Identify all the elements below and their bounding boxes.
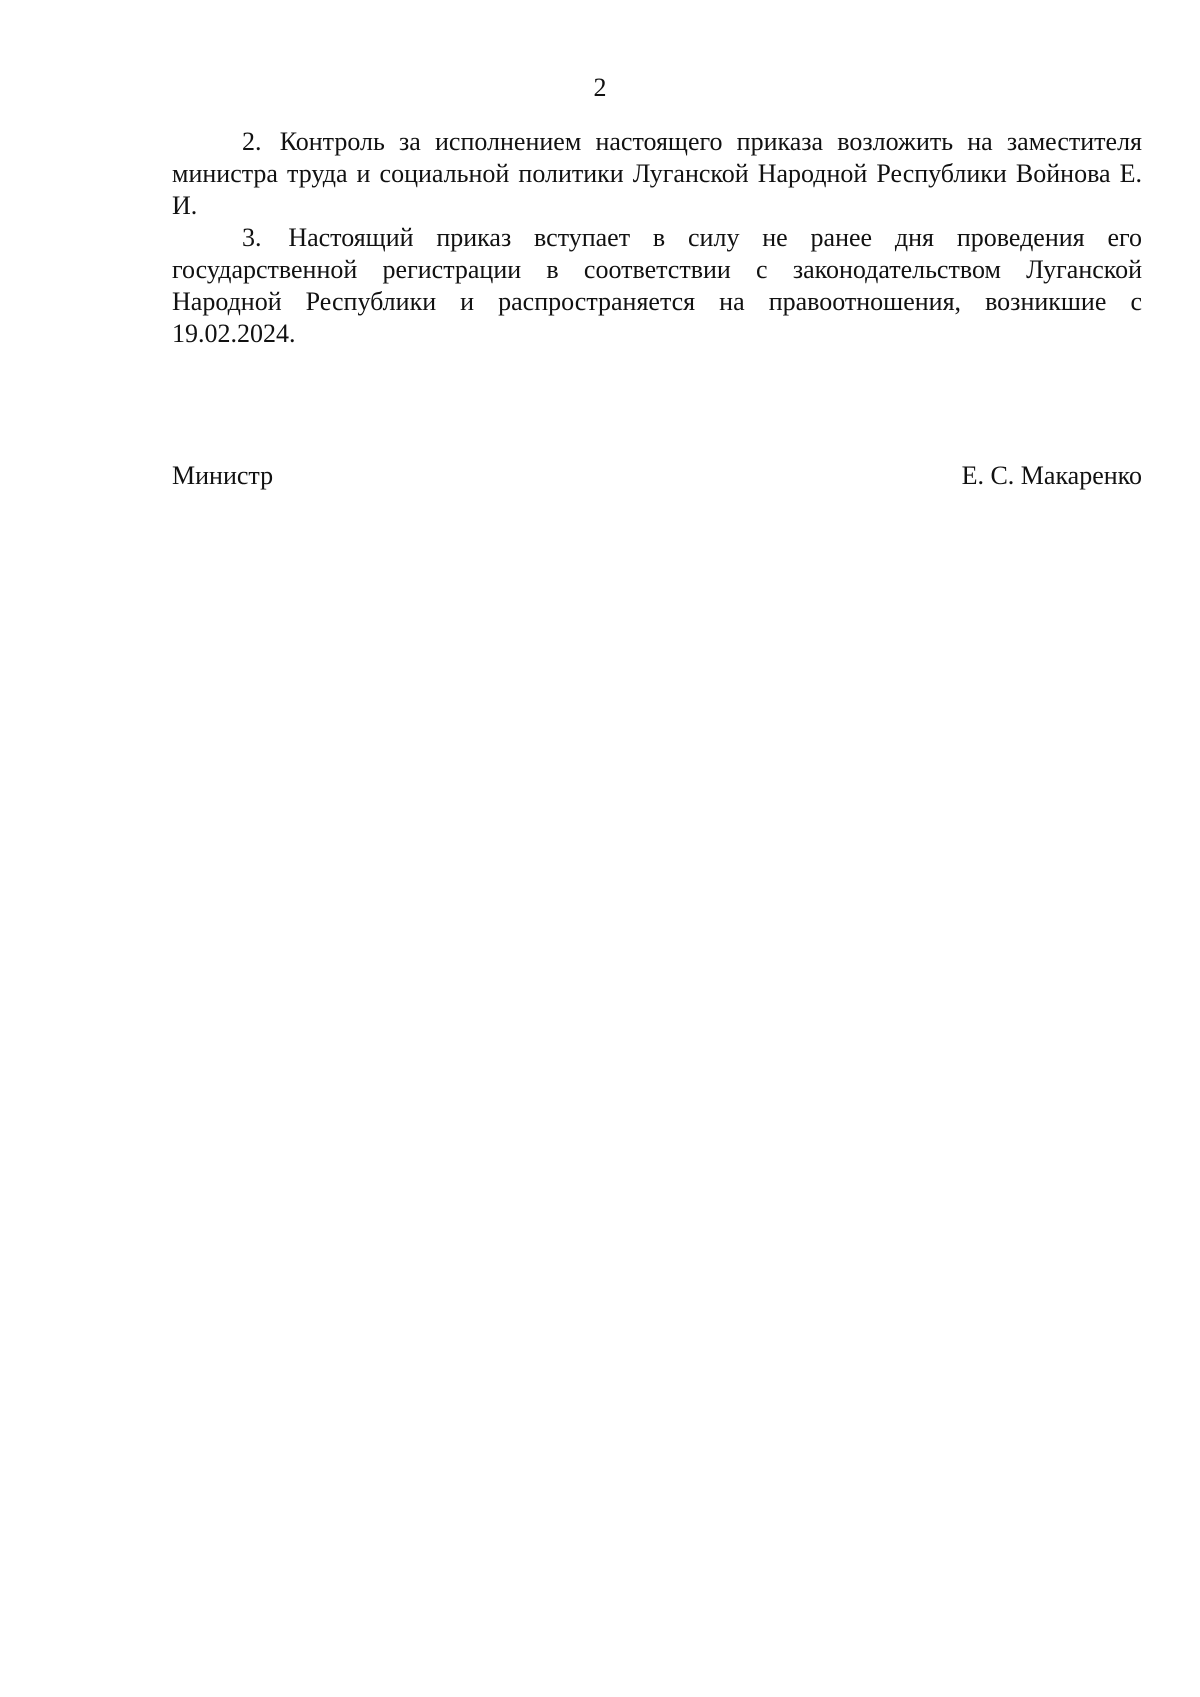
paragraph-text: Настоящий приказ вступает в силу не ранее дня проведения его государственной регистрации в соответствии с законодательством Луганской Народной Республики и распространяется на правоотношения, возникшие с 19.02.2024. [172, 223, 1143, 348]
paragraph-number: 3. [242, 223, 262, 252]
paragraph-text: Контроль за исполнением настоящего приказа возложить на заместителя министра труда и социальной политики Луганской Народной Республики Войнова Е. И. [172, 127, 1142, 220]
signatory-position: Министр [172, 461, 274, 490]
paragraph-2 [172, 126, 1142, 222]
page-number: 2 [593, 73, 607, 102]
paragraph-3 [172, 222, 1142, 350]
paragraph-number: 2. [242, 127, 262, 156]
signatory-name: Е. С. Макаренко [961, 461, 1142, 490]
signature-block [172, 460, 1142, 492]
document-body [172, 126, 1142, 350]
